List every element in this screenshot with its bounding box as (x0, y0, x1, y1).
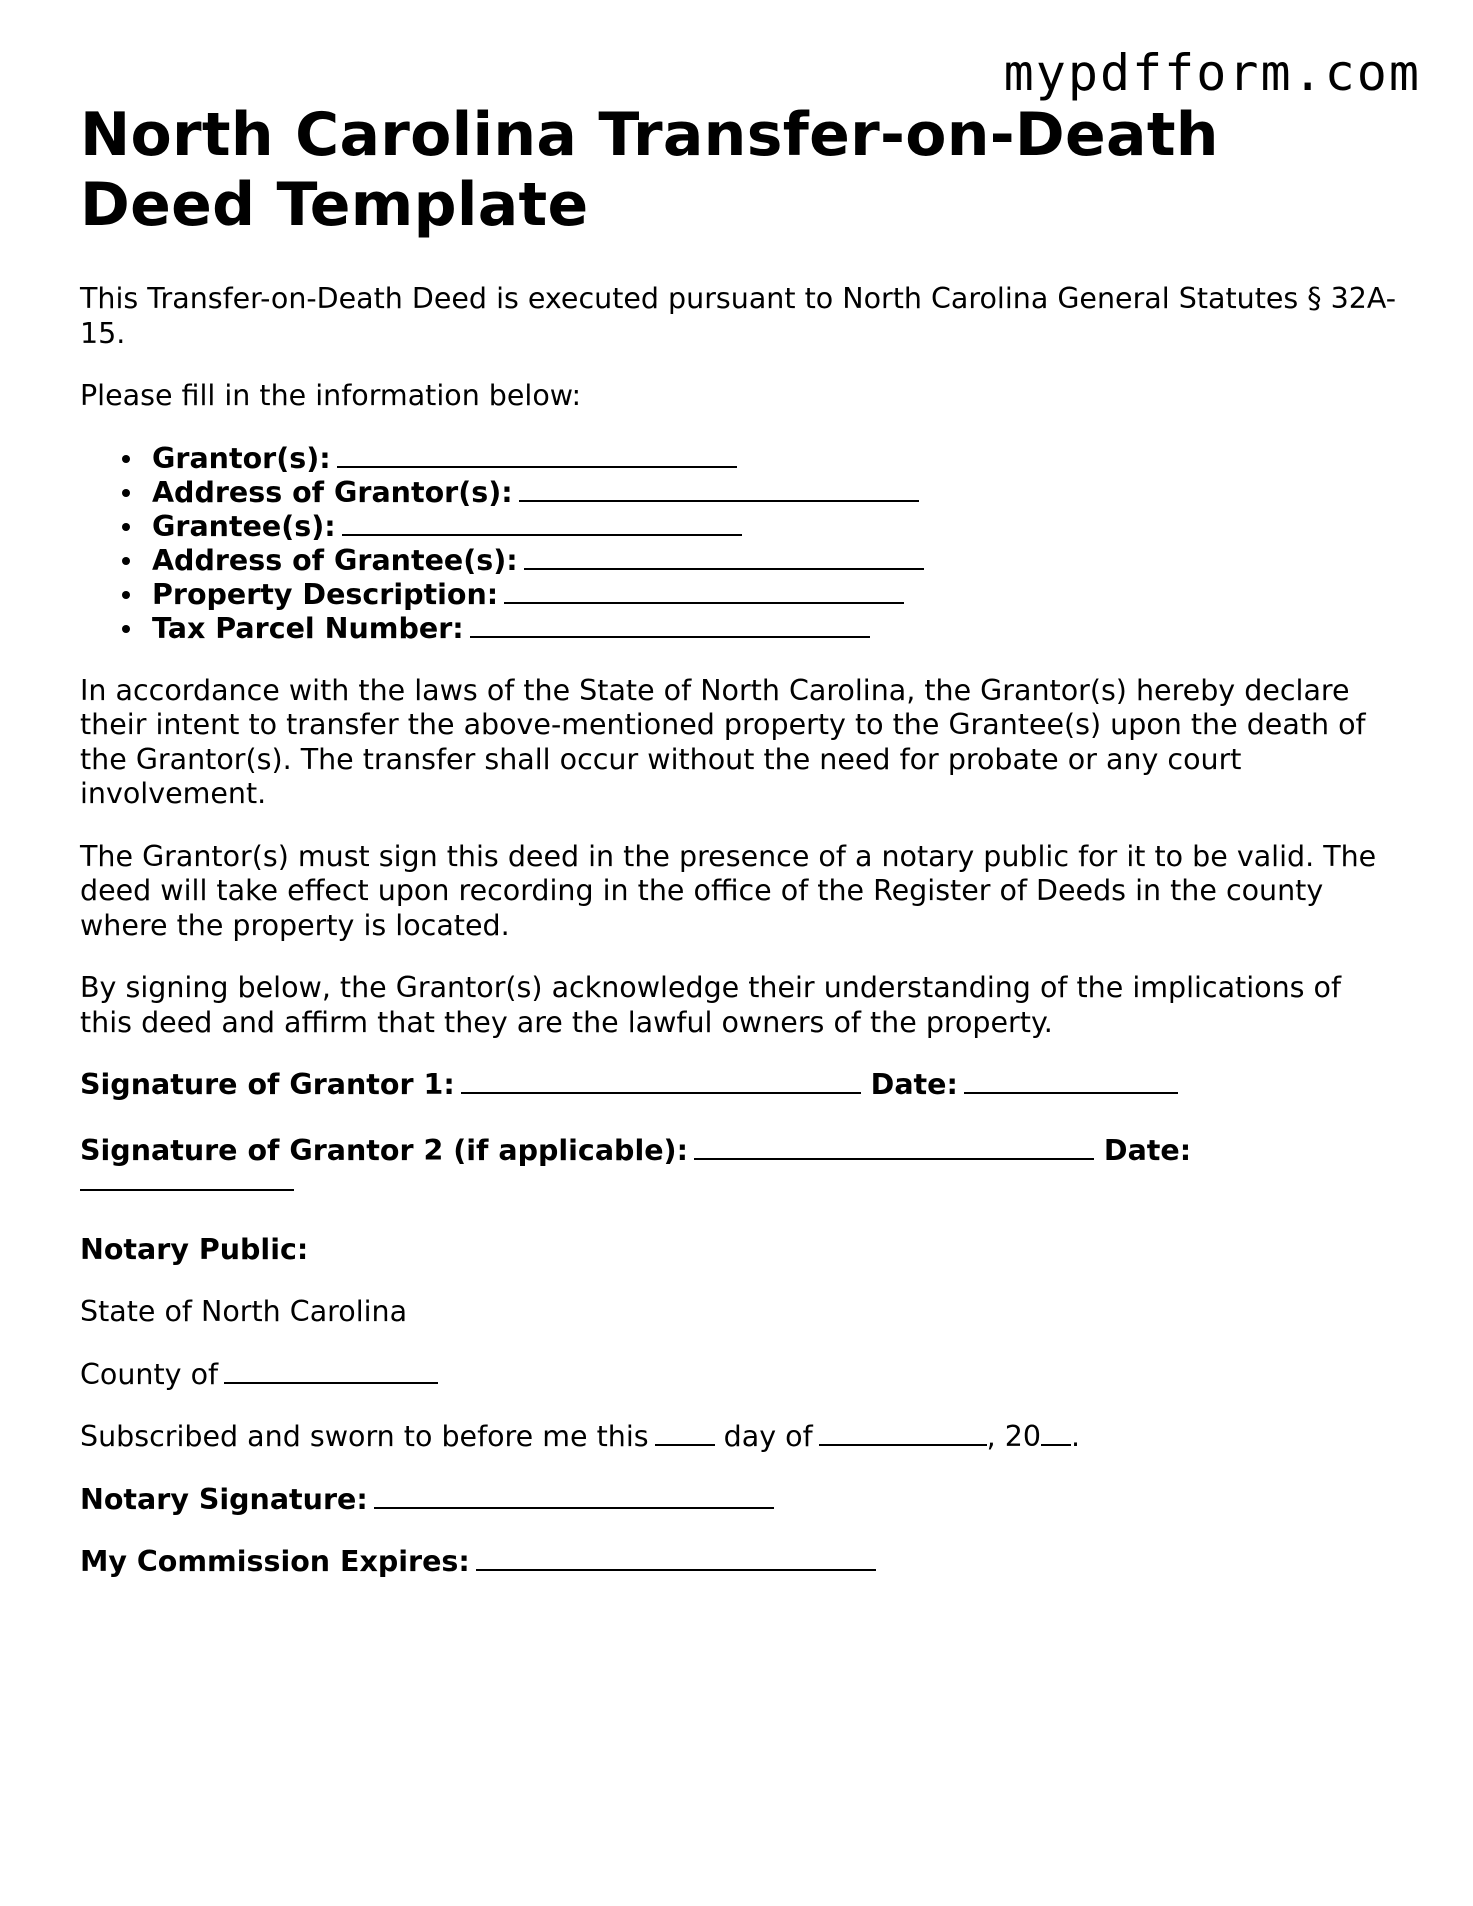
field-label: Address of Grantee(s): (152, 543, 518, 577)
grantor-1-signature-blank[interactable] (461, 1070, 861, 1094)
sworn-prefix: Subscribed and sworn to before me this (80, 1420, 649, 1453)
watermark: mypdfform.com (1003, 44, 1421, 102)
property-description-blank[interactable] (504, 580, 904, 604)
document-page (80, 100, 1400, 1580)
tax-parcel-number-blank[interactable] (470, 614, 870, 638)
sworn-year-prefix: , 20 (986, 1420, 1042, 1453)
grantee-address-blank[interactable] (524, 546, 924, 570)
field-label: Tax Parcel Number: (152, 611, 464, 645)
document-title: North Carolina Transfer-on-Death Deed Template (80, 100, 1219, 240)
grantor-1-signature-label: Signature of Grantor 1: (80, 1068, 455, 1101)
year-blank[interactable] (1041, 1422, 1071, 1446)
notary-county-line (80, 1358, 1400, 1393)
grantor-2-signature-line (80, 1131, 1400, 1191)
field-grantor-address (122, 476, 1400, 510)
notary-signature-label: Notary Signature: (80, 1482, 368, 1516)
field-label: Grantor(s): (152, 441, 331, 475)
grantor-address-blank[interactable] (519, 478, 919, 502)
commission-expiry-line (80, 1545, 1400, 1580)
county-label: County of (80, 1357, 219, 1391)
sworn-mid: day of (723, 1420, 813, 1453)
field-label: Address of Grantor(s): (152, 475, 513, 509)
field-label: Grantee(s): (152, 509, 336, 543)
grantor-1-date-blank[interactable] (964, 1070, 1178, 1094)
grantor-1-signature-line (80, 1068, 1400, 1103)
transfer-intent-paragraph: In accordance with the laws of the State of North Carolina, the Grantor(s) hereby declare their intent to transfer the above-mentioned property to the Grantee(s) upon the death of the Grantor(s). The transfer shall occur without the need for probate or any court involvement. (80, 673, 1366, 810)
county-blank[interactable] (224, 1360, 438, 1384)
field-grantor (122, 442, 1400, 476)
grantee-blank[interactable] (342, 512, 742, 536)
field-grantee-address (122, 544, 1400, 578)
field-grantee (122, 510, 1400, 544)
field-property-description (122, 578, 1400, 612)
grantor-2-signature-blank[interactable] (694, 1136, 1094, 1160)
intro-text: This Transfer-on-Death Deed is executed pursuant to North Carolina General Statutes § 32A-15. (80, 282, 1397, 350)
notary-signature-line (80, 1483, 1400, 1518)
notary-state: State of North Carolina (80, 1295, 408, 1328)
notary-requirement-paragraph: The Grantor(s) must sign this deed in the presence of a notary public for it to be valid. The deed will take effect upon recording in the office of the Register of Deeds in the county where the property is located. (80, 839, 1377, 942)
field-label: Property Description: (152, 577, 499, 611)
grantor-blank[interactable] (337, 444, 737, 468)
information-fields (80, 442, 1400, 646)
fill-prompt: Please fill in the information below: (80, 379, 582, 412)
grantor-2-date-blank[interactable] (80, 1171, 294, 1191)
notary-heading: Notary Public: (80, 1232, 309, 1266)
month-blank[interactable] (819, 1422, 987, 1446)
commission-blank[interactable] (476, 1547, 876, 1571)
sworn-end: . (1071, 1420, 1081, 1453)
field-tax-parcel-number (122, 612, 1400, 646)
grantor-2-date-label: Date: (1103, 1133, 1192, 1167)
acknowledgment-paragraph: By signing below, the Grantor(s) acknowledge their understanding of the implications of this deed and affirm that they are the lawful owners of the property. (80, 971, 1342, 1039)
grantor-1-date-label: Date: (870, 1068, 958, 1101)
sworn-statement (80, 1420, 1400, 1455)
grantor-2-signature-label: Signature of Grantor 2 (if applicable): (80, 1133, 688, 1167)
day-blank[interactable] (655, 1422, 715, 1446)
notary-signature-blank[interactable] (374, 1485, 774, 1509)
commission-label: My Commission Expires: (80, 1545, 470, 1578)
